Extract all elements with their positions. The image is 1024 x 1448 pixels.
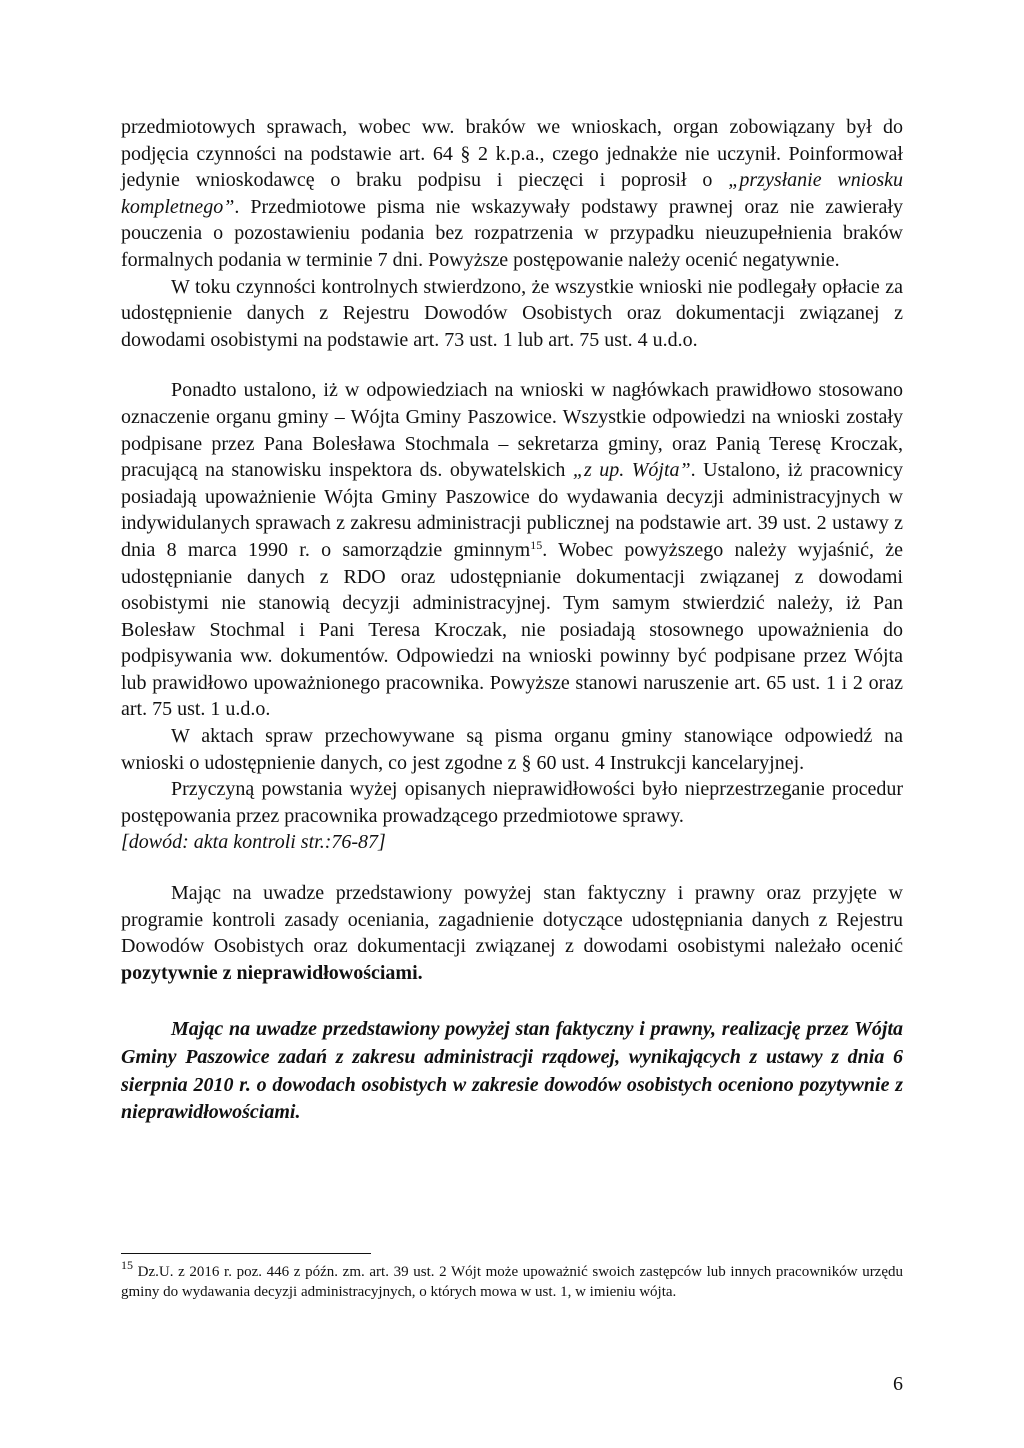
document-body (121, 114, 903, 1127)
footnote-text: Dz.U. z 2016 r. poz. 446 z późn. zm. art. 39 ust. 2 Wójt może upoważnić swoich zastępców lub innych pracowników urzędu gminy do wydawania decyzji administracyjnych, o których mowa w ust. 1, w imieniu wójta. (121, 1264, 903, 1300)
paragraph (121, 723, 903, 776)
page-number: 6 (893, 1373, 903, 1395)
text-segment: . Wobec powyższego należy wyjaśnić, że udostępnianie danych z RDO oraz udostępnianie dokumentacji związanej z dowodami osobistymi nie stanowią decyzji administracyjnej. Tym samym stwierdzić należy, iż Pan Bolesław Stochmal i Pani Teresa Kroczak, nie posiadają stosownego upoważnienia do podpisywania ww. dokumentów. Odpowiedzi na wnioski powinny być podpisane przez Wójta lub prawidłowo upoważnionego pracownika. Powyższe stanowi naruszenie art. 65 ust. 1 i 2 oraz art. 75 ust. 1 u.d.o. (121, 538, 904, 721)
text-segment: pozytywnie z nieprawidłowościami. (121, 961, 423, 984)
paragraph (121, 274, 903, 354)
footnote-entry (121, 1258, 903, 1302)
text-segment: Ponadto ustalono, iż w odpowiedziach na wnioski w nagłówkach prawidłowo stosowano oznaczenie organu gminy – Wójta Gminy Paszowice. Wszystkie odpowiedzi na wnioski zostały podpisane przez Pana Bolesława Stochmala – sekretarza gminy, oraz Panią Teresę Kroczak, pracującą na stanowisku inspektora ds. obywatelskich (121, 379, 903, 482)
text-segment: Mając na uwadze przedstawiony powyżej stan faktyczny i prawny oraz przyjęte w programie kontroli zasady oceniania, zagadnienie dotyczące udostępniania danych z Rejestru Dowodów Osobistych oraz dokumentacji związanej z dowodami osobistymi należało ocenić (121, 882, 903, 958)
text-segment: W aktach spraw przechowywane są pisma organu gminy stanowiące odpowiedź na wnioski o udostępnienie danych, co jest zgodne z § 60 ust. 4 Instrukcji kancelaryjnej. (121, 725, 903, 774)
text-segment: Przyczyną powstania wyżej opisanych nieprawidłowości było nieprzestrzeganie procedur postępowania przez pracownika prowadzącego przedmiotowe sprawy. (121, 778, 903, 827)
footnote-separator (121, 1253, 371, 1254)
footnote (121, 1258, 903, 1302)
paragraph (121, 114, 903, 274)
text-segment: [dowód: akta kontroli str.:76-87] (121, 831, 386, 854)
text-segment: „przysłanie wniosku kompletnego” (121, 169, 903, 218)
footnote-reference: 15 (530, 537, 543, 552)
text-segment: Mając na uwadze przedstawiony powyżej stan faktyczny i prawny, realizację przez Wójta Gminy Paszowice zadań z zakresu administracji rządowej, wynikających z ustawy z dnia 6 sierpnia 2010 r. o dowodach osobistych w zakresie dowodów osobistych oceniono pozytywnie z nieprawidłowościami. (121, 1018, 903, 1124)
paragraph (121, 829, 903, 856)
conclusion-paragraph (121, 1016, 903, 1126)
text-segment: W toku czynności kontrolnych stwierdzono, że wszystkie wnioski nie podlegały opłacie za udostępnienie danych z Rejestru Dowodów Osobistych oraz dokumentacji związanej z dowodami osobistymi na podstawie art. 73 ust. 1 lub art. 75 ust. 4 u.d.o. (121, 275, 903, 351)
paragraph (121, 776, 903, 829)
text-segment: . Przedmiotowe pisma nie wskazywały podstawy prawnej oraz nie zawierały pouczenia o pozostawieniu podania bez rozpatrzenia w przypadku nieuzupełnienia braków formalnych podania w terminie 7 dni. Powyższe postępowanie należy ocenić negatywnie. (121, 195, 903, 271)
paragraph (121, 880, 903, 986)
text-segment: przedmiotowych sprawach, wobec ww. braków we wnioskach, organ zobowiązany był do podjęcia czynności na podstawie art. 64 § 2 k.p.a., czego jednakże nie uczynił. Poinformował jedynie wnioskodawcę o braku podpisu i pieczęci i poprosił o (121, 116, 903, 192)
text-segment: „z up. Wójta” (572, 459, 691, 482)
footnote-number: 15 (121, 1258, 133, 1272)
text-segment: . Ustalono, iż pracownicy posiadają upoważnienie Wójta Gminy Paszowice do wydawania decyzji administracyjnych w indywidulanych sprawach z zakresu administracji publicznej na podstawie art. 39 ust. 2 ustawy z dnia 8 marca 1990 r. o samorządzie gminnym (121, 459, 903, 561)
paragraph (121, 377, 903, 723)
